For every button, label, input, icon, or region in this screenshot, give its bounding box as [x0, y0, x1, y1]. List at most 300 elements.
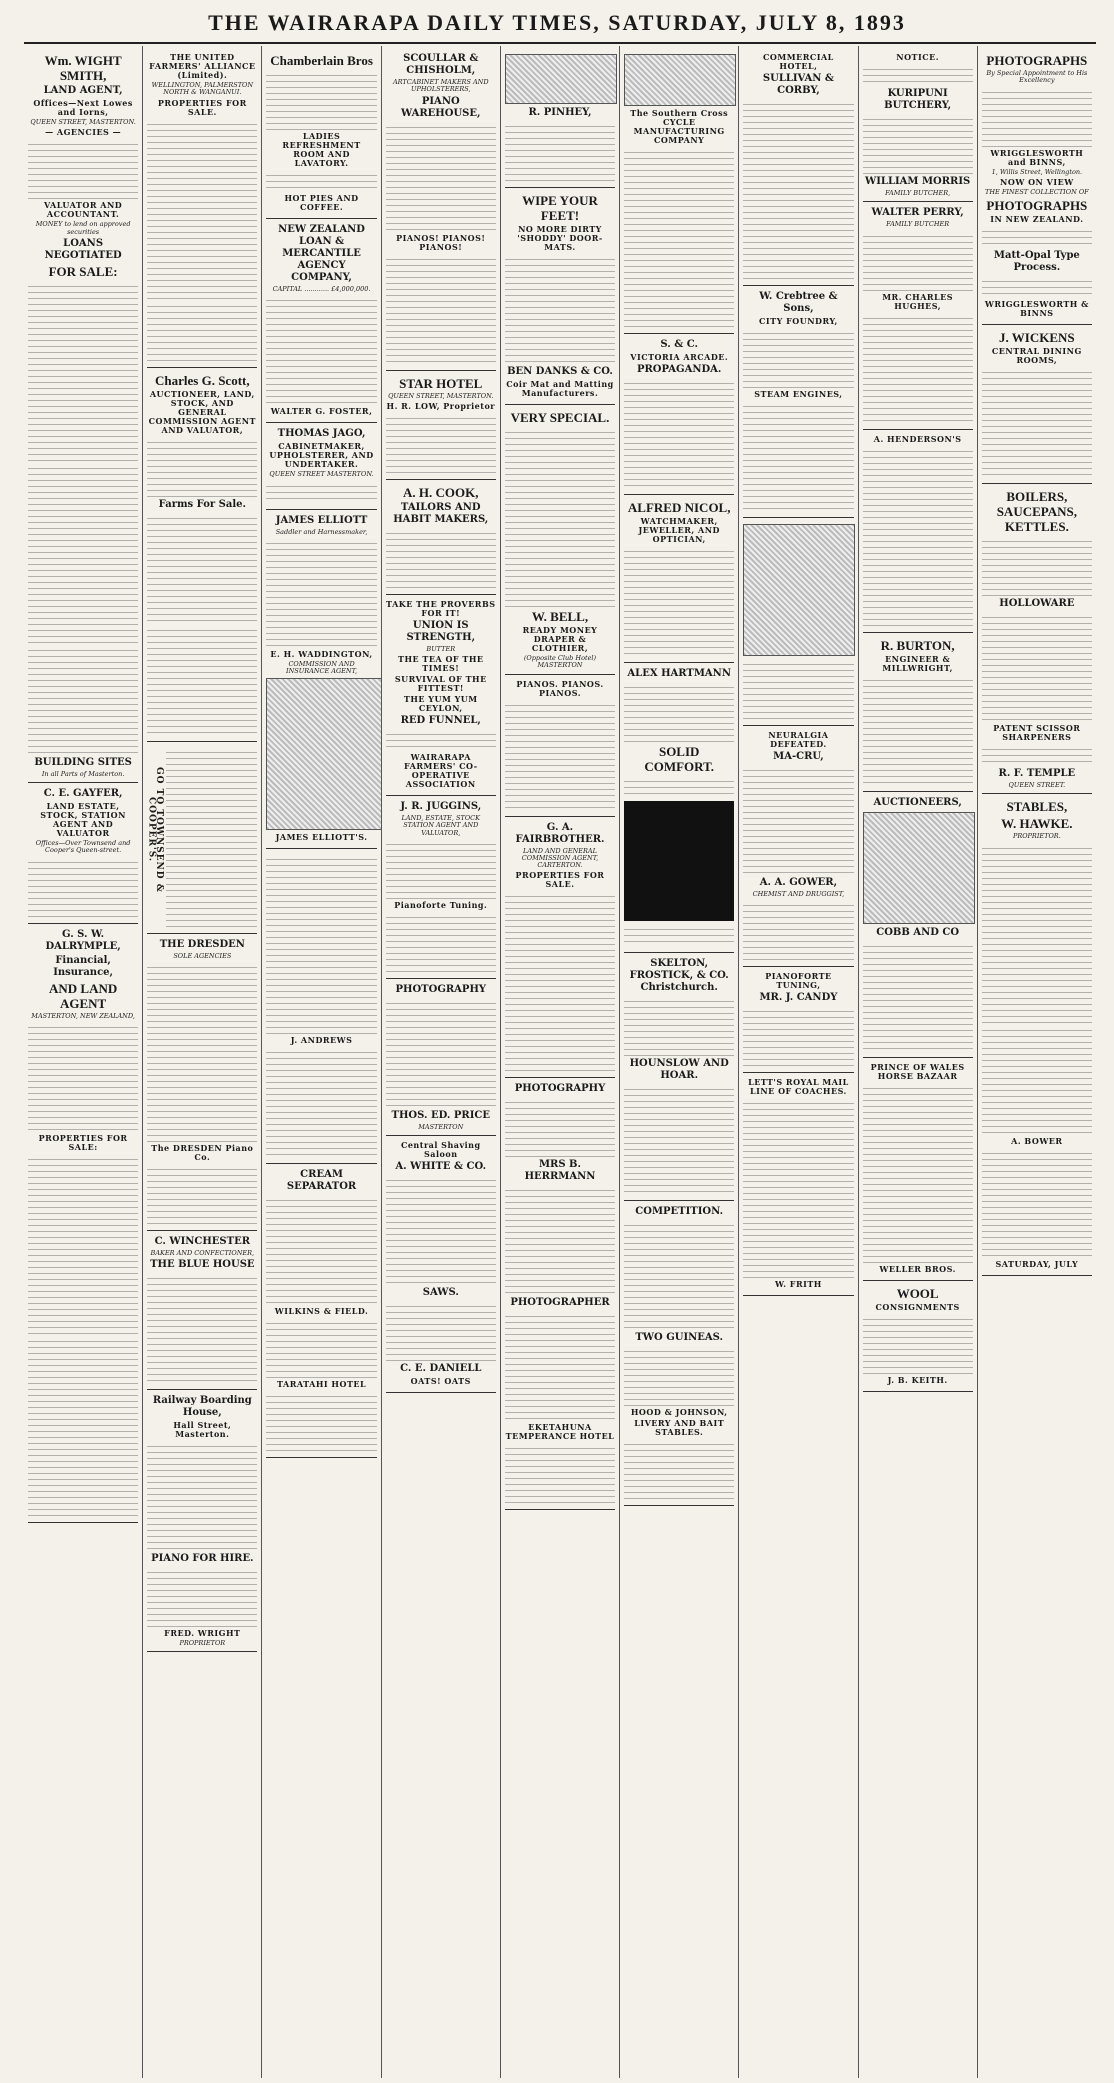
- text-block: [28, 645, 138, 755]
- ad-hawke: [982, 794, 1092, 1275]
- ad-temple-loc: QUEEN STREET.: [1008, 781, 1066, 790]
- ad-livery: LIVERY AND BAIT STABLES.: [634, 1418, 725, 1437]
- ad-foundry: CITY FOUNDRY,: [759, 316, 838, 326]
- ad-name: W. BELL,: [531, 609, 589, 624]
- text-block: [505, 121, 615, 181]
- text-block: [863, 114, 973, 174]
- ad-elliott: [266, 510, 376, 850]
- ad-title: COMMERCIAL HOTEL,: [763, 52, 834, 71]
- text-block: [386, 912, 496, 972]
- ad-proprietor: H. R. LOW, Proprietor: [386, 400, 496, 411]
- text-block: [505, 1311, 615, 1421]
- ink-blot: [624, 801, 734, 921]
- ad-steam: STEAM ENGINES,: [754, 389, 843, 399]
- ad-sub: VICTORIA ARCADE.: [630, 352, 729, 362]
- text-block: [505, 891, 615, 1071]
- ad-survival: SURVIVAL OF THE FITTEST!: [394, 674, 487, 694]
- text-block: [147, 1567, 257, 1627]
- ad-photographer: PHOTOGRAPHER: [510, 1297, 610, 1309]
- ad-name: SKELTON, FROSTICK, & CO. Christchurch.: [629, 958, 729, 993]
- ad-title: NEW ZEALAND LOAN & MERCANTILE AGENCY COMPANY,: [278, 224, 365, 283]
- ad-finest: THE FINEST COLLECTION OF: [985, 187, 1089, 196]
- ad-location: 1, Willis Street, Wellington.: [991, 167, 1083, 176]
- ad-name: R. PINHEY,: [528, 107, 592, 118]
- column-7: [739, 46, 858, 2078]
- ad-building-sub: In all Parts of Masterton.: [41, 769, 125, 778]
- ad-jago: [266, 423, 376, 509]
- ad-role: LAND AND GENERAL COMMISSION AGENT, CARTERTON.: [521, 846, 599, 870]
- ad-union: UNION IS STRENGTH,: [406, 619, 476, 643]
- ad-role: TAILORS AND HABIT MAKERS,: [393, 501, 489, 525]
- text-block: [863, 313, 973, 423]
- text-block: [266, 70, 376, 130]
- text-block: [505, 1185, 615, 1295]
- ad-name: A. H. COOK,: [403, 484, 479, 500]
- ad-dalrymple: [28, 924, 138, 1523]
- ad-name: WILLIAM MORRIS: [865, 176, 971, 187]
- ad-auctioneers: [863, 792, 973, 1058]
- ad-title: AUCTIONEERS,: [873, 796, 962, 808]
- ad-role: CABINETMAKER, UPHOLSTERER, AND UNDERTAKER.: [269, 441, 374, 470]
- bicycle-illustration: [624, 54, 736, 106]
- text-block: [266, 1047, 376, 1157]
- text-block: [147, 301, 257, 361]
- ad-wickens: [982, 325, 1092, 484]
- ad-perry: [863, 202, 973, 429]
- ad-name: C. E. GAYFER,: [43, 788, 123, 800]
- ad-oats: OATS! OATS: [410, 1376, 471, 1387]
- ad-railway-boarding: [147, 1390, 257, 1652]
- text-block: [863, 64, 973, 86]
- ad-role: PROPRIETOR.: [1012, 832, 1061, 841]
- ad-dresden: [147, 934, 257, 1231]
- ad-nicol: [624, 495, 734, 663]
- ad-name: Charles G. Scott,: [155, 372, 250, 388]
- ad-bower: A. BOWER: [1011, 1135, 1063, 1146]
- ad-henderson: [863, 430, 973, 633]
- column-4: [382, 46, 501, 2078]
- text-block: [624, 1439, 734, 1499]
- text-block: [386, 254, 496, 364]
- ad-illustration: [863, 812, 975, 924]
- ad-wright: FRED. WRIGHT: [164, 1628, 241, 1639]
- ad-name: ALEX HARTMANN: [627, 668, 731, 679]
- text-block: [624, 1084, 734, 1194]
- ad-commercial-hotel: [743, 48, 853, 286]
- ad-name: S. & C.: [660, 339, 698, 350]
- ad-title: Central Shaving Saloon: [400, 1140, 481, 1160]
- ad-title: LETT'S ROYAL MAIL LINE OF COACHES.: [748, 1077, 849, 1097]
- ad-location: Hall Street, Masterton.: [173, 1420, 232, 1440]
- text-block: [624, 1220, 734, 1330]
- text-block: [386, 413, 496, 473]
- ad-loans: LOANS NEGOTIATED: [44, 237, 122, 261]
- ad-elliotts: JAMES ELLIOTT'S.: [275, 832, 368, 843]
- ad-burton: [863, 633, 973, 792]
- text-block: [982, 744, 1092, 766]
- text-block: [147, 1273, 257, 1383]
- ad-illustration: [505, 54, 617, 104]
- ad-united-farmers: [147, 48, 257, 368]
- ad-hood: HOOD & JOHNSON,: [630, 1407, 728, 1417]
- ad-wight-smith: [28, 48, 138, 783]
- ad-role: LAND, ESTATE, STOCK STATION AGENT AND VALUATOR,: [401, 814, 481, 837]
- ad-name: R. BURTON,: [880, 637, 955, 653]
- ad-hartmann: [624, 663, 734, 953]
- text-block: [982, 226, 1092, 248]
- ad-offices: Offices—Next Lowes and Iorns,: [33, 98, 133, 117]
- ad-coop: WAIRARAPA FARMERS' CO-OPERATIVE ASSOCIATION: [403, 752, 478, 790]
- ad-nowview: NOW ON VIEW: [1000, 176, 1074, 187]
- text-block: [624, 546, 734, 656]
- ad-name: A. WHITE & CO.: [395, 1161, 487, 1173]
- ad-tea: [386, 595, 496, 796]
- text-block: [624, 924, 734, 946]
- ad-role: CHEMIST AND DRUGGIST,: [752, 890, 845, 898]
- ad-photos: PHOTOGRAPHS: [986, 198, 1088, 214]
- text-block: [386, 839, 496, 899]
- text-block: [147, 625, 257, 735]
- ad-name: A. A. GOWER,: [759, 877, 838, 888]
- ad-scoullar: [386, 48, 496, 371]
- newspaper-title: THE WAIRARAPA DAILY TIMES, SATURDAY, JULY 8, 1893: [208, 10, 906, 35]
- text-block: [982, 367, 1092, 477]
- ad-name: JAMES ELLIOTT: [275, 514, 368, 526]
- text-block: [266, 538, 376, 648]
- ad-title: A. HENDERSON'S: [873, 433, 962, 444]
- ad-herrmann: [505, 1078, 615, 1510]
- text-block: [863, 1083, 973, 1263]
- ad-farms: Farms For Sale.: [158, 498, 246, 510]
- ad-price: [386, 979, 496, 1136]
- ad-role: Saddler and Harnessmaker,: [275, 527, 368, 536]
- text-block: [505, 254, 615, 364]
- ad-guineas: TWO GUINEAS.: [635, 1332, 724, 1343]
- text-block: [147, 962, 257, 1142]
- ad-daniell: C. E. DANIELL: [400, 1363, 482, 1375]
- ad-title: The Southern Cross CYCLE MANUFACTURING COMPANY: [630, 108, 729, 145]
- text-block: [982, 87, 1092, 147]
- ad-title: KURIPUNI BUTCHERY,: [884, 88, 952, 111]
- ad-forsale: FOR SALE:: [48, 263, 118, 279]
- ad-wright-role: PROPRIETOR: [179, 1639, 226, 1648]
- ad-name: W. Crebtree & Sons,: [759, 291, 838, 314]
- ad-neuralgia: [743, 726, 853, 967]
- ad-byappt: By Special Appointment to His Excellency: [986, 69, 1088, 85]
- ad-role: ARTCABINET MAKERS AND UPHOLSTERERS,: [392, 78, 489, 94]
- column-2: [143, 46, 262, 2078]
- text-block: [743, 1006, 853, 1066]
- ad-title: PHOTOGRAPHS: [986, 53, 1088, 68]
- text-block: [266, 295, 376, 405]
- ad-scissor: PATENT SCISSOR SHARPENERS: [993, 723, 1081, 743]
- ad-consign: CONSIGNMENTS: [875, 1301, 960, 1312]
- ad-nz-loan: [266, 219, 376, 423]
- ad-nz: IN NEW ZEALAND.: [990, 214, 1084, 225]
- ad-butter: BUTTER: [426, 644, 456, 653]
- ad-juggins: [386, 796, 496, 979]
- ad-name: J. R. JUGGINS,: [400, 801, 482, 813]
- ad-pianos: [505, 675, 615, 817]
- text-block: [28, 1154, 138, 1334]
- ad-name: WRIGGLESWORTH and BINNS,: [990, 147, 1084, 167]
- text-block: [982, 276, 1092, 298]
- ad-redfunnel: RED FUNNEL,: [400, 715, 481, 727]
- text-block: [982, 843, 1092, 1023]
- ad-name: C. WINCHESTER: [154, 1235, 251, 1247]
- text-block: [863, 1314, 973, 1374]
- ad-role: Financial, Insurance,: [53, 954, 114, 978]
- ad-bluehouse: THE BLUE HOUSE: [150, 1259, 255, 1271]
- ad-medicine: [743, 518, 853, 726]
- ad-wilkins: WILKINS & FIELD.: [274, 1306, 369, 1317]
- ad-name: MRS B. HERRMANN: [524, 1159, 596, 1183]
- ad-name-2: WRIGGLESWORTH & BINNS: [984, 299, 1089, 319]
- ad-valuator: VALUATOR AND ACCOUNTANT.: [43, 200, 123, 220]
- text-block: [386, 1175, 496, 1285]
- ad-street: QUEEN STREET, MASTERTON.: [30, 118, 136, 126]
- ad-name: J. ANDREWS: [290, 1035, 353, 1046]
- text-block: [863, 941, 973, 1051]
- vertical-ad-text: GO TO TOWNSEND & COOPER'S.: [146, 766, 164, 893]
- ad-location: MASTERTON: [418, 1123, 464, 1132]
- ad-chamberlain: [266, 48, 376, 219]
- ad-piano-hire: PIANO FOR HIRE.: [151, 1553, 254, 1565]
- column-8: [859, 46, 978, 2078]
- ad-title: PROPAGANDA.: [636, 364, 722, 375]
- ad-weller: WELLER BROS.: [879, 1263, 956, 1274]
- text-block: [743, 99, 853, 279]
- ad-kuripuni: [863, 48, 973, 202]
- ad-title: PIANOFORTE TUNING,: [765, 971, 832, 991]
- ad-solid: SOLID COMFORT.: [644, 744, 715, 774]
- text-block: [743, 328, 853, 388]
- text-block: [147, 119, 257, 299]
- text-block: [624, 378, 734, 488]
- ad-wipe-feet: [505, 188, 615, 405]
- ad-title: BOILERS, SAUCEPANS, KETTLES.: [996, 489, 1078, 535]
- ad-name: ALFRED NICOL,: [627, 500, 731, 515]
- ad-title: COMPETITION.: [635, 1206, 724, 1217]
- text-block: [863, 675, 973, 785]
- ad-name: Wm. WIGHT SMITH,: [44, 53, 122, 83]
- text-block: [505, 1443, 615, 1503]
- ad-name: MR. J. CANDY: [759, 992, 838, 1004]
- ad-sub: PROPERTIES FOR SALE.: [157, 97, 247, 117]
- ad-role: FAMILY BUTCHER,: [885, 189, 951, 197]
- column-1: [24, 46, 143, 2078]
- ad-money: MONEY to lend on approved securities: [35, 220, 131, 236]
- ad-fairbrother: [505, 817, 615, 1079]
- ad-location: WELLINGTON, PALMERSTON NORTH & WANGANUI.: [151, 81, 254, 97]
- text-block: [743, 1098, 853, 1278]
- text-block: [624, 996, 734, 1056]
- text-block: [28, 1022, 138, 1132]
- ad-saws: SAWS.: [422, 1287, 459, 1299]
- ad-properties: PROPERTIES FOR SALE:: [38, 1133, 128, 1153]
- ad-wrigglesworth: [982, 48, 1092, 325]
- ad-title: WOOL: [896, 1285, 939, 1301]
- ad-name: STAR HOTEL: [399, 375, 483, 391]
- ad-hounslow: HOUNSLOW AND HOAR.: [629, 1058, 729, 1081]
- ad-danks: BEN DANKS & CO.: [507, 366, 613, 377]
- ad-mattopal: Matt-Opal Type Process.: [993, 250, 1080, 274]
- text-block: [505, 1097, 615, 1157]
- ad-building: BUILDING SITES: [34, 756, 132, 768]
- text-block: [743, 659, 853, 719]
- ad-prince-of-wales: [863, 1058, 973, 1281]
- text-block: [266, 1195, 376, 1305]
- ad-name: WALTER PERRY,: [871, 207, 964, 219]
- ad-andrews: [266, 849, 376, 1164]
- ad-title: WIPE YOUR FEET!: [522, 193, 598, 223]
- ad-location: QUEEN STREET, MASTERTON.: [388, 391, 494, 400]
- ad-cook: [386, 480, 496, 595]
- ad-scott: [147, 368, 257, 742]
- ad-sub: NO MORE DIRTY 'SHODDY' DOOR-MATS.: [517, 224, 603, 252]
- text-block: [147, 1164, 257, 1224]
- ad-title: PRINCE OF WALES HORSE BAZAAR: [870, 1061, 965, 1081]
- ad-illustration: [266, 678, 381, 830]
- text-block: [266, 1318, 376, 1378]
- ad-offices: Offices—Over Townsend and Cooper's Queen-street.: [35, 839, 131, 855]
- ad-special: VERY SPECIAL.: [510, 410, 610, 425]
- ad-hughes: MR. CHARLES HUGHES,: [882, 291, 954, 311]
- newspaper-columns: [24, 46, 1096, 2078]
- ad-competition: [624, 1201, 734, 1506]
- text-block: [624, 147, 734, 327]
- ad-role-2: AND LAND AGENT: [48, 980, 118, 1011]
- ad-holloware: HOLLOWARE: [999, 598, 1075, 610]
- ad-sub: SOLE AGENCIES: [173, 951, 232, 960]
- ad-cobb: COBB AND CO: [876, 926, 960, 938]
- text-block: [386, 1301, 496, 1361]
- ad-capital: CAPITAL ............ £4,000,000.: [272, 285, 371, 293]
- ad-pianos: PIANOS! PIANOS! PIANOS!: [396, 232, 486, 252]
- text-block: [28, 1336, 138, 1516]
- ad-role: LAND ESTATE, STOCK, STATION AGENT AND VALUATOR: [40, 801, 126, 839]
- ad-tea-times: THE TEA OF THE TIMES!: [398, 654, 484, 674]
- ad-boilers: [982, 484, 1092, 794]
- text-block: [28, 463, 138, 643]
- ad-pianoforte: Pianoforte Tuning.: [394, 900, 488, 911]
- ad-townsend-cooper: [147, 742, 257, 934]
- ad-central: CENTRAL DINING ROOMS,: [991, 346, 1082, 366]
- text-block: [266, 1391, 376, 1451]
- text-block: [863, 231, 973, 291]
- ad-frith: W. FRITH: [774, 1279, 822, 1290]
- masthead: [0, 0, 1114, 44]
- ad-name: Railway Boarding House,: [152, 1395, 252, 1419]
- text-block: [166, 747, 258, 927]
- ad-name: THOS. ED. PRICE: [391, 1110, 490, 1122]
- ad-location: QUEEN STREET MASTERTON.: [269, 470, 374, 479]
- ad-wool: [863, 1281, 973, 1392]
- column-9: [978, 46, 1096, 2078]
- ad-notice: NOTICE.: [896, 52, 939, 62]
- ad-title: CREAM SEPARATOR: [286, 1169, 357, 1193]
- ad-pinhey: [505, 48, 615, 188]
- ad-name: J. WICKENS: [999, 330, 1075, 346]
- text-block: [147, 437, 257, 497]
- ad-role: READY MONEY DRAPER & CLOTHIER,: [522, 625, 598, 653]
- text-block: [982, 1148, 1092, 1258]
- ad-piano: The DRESDEN Piano Co.: [151, 1142, 254, 1162]
- ad-keith: J. B. KEITH.: [887, 1374, 948, 1385]
- text-block: [28, 857, 138, 917]
- ad-title: PIANOS. PIANOS. PIANOS.: [516, 678, 604, 698]
- text-block: [386, 998, 496, 1108]
- ad-location: (Opposite Club Hotel) MASTERTON: [523, 654, 597, 670]
- ad-location: MASTERTON, NEW ZEALAND,: [31, 1011, 135, 1020]
- ad-eketahuna: EKETAHUNA TEMPERANCE HOTEL: [505, 1422, 615, 1442]
- ad-bell: [505, 405, 615, 675]
- ad-photography: PHOTOGRAPHY: [395, 984, 487, 996]
- ad-macru: MA-CRU,: [773, 751, 824, 762]
- text-block: [147, 513, 257, 623]
- text-block: [624, 776, 734, 798]
- text-block: [863, 446, 973, 626]
- text-block: [505, 700, 615, 810]
- text-block: [743, 401, 853, 511]
- ad-title: NEURALGIA DEFEATED.: [768, 730, 829, 749]
- ad-name: Chamberlain Bros: [270, 53, 373, 68]
- ad-name: W. HAWKE.: [1001, 816, 1073, 832]
- ad-hotpies: HOT PIES AND COFFEE.: [284, 193, 359, 212]
- ad-signature: WALTER G. FOSTER,: [270, 406, 373, 417]
- ad-gayfer: [28, 783, 138, 924]
- medicine-illustration: [743, 524, 855, 656]
- ad-role: FAMILY BUTCHER: [886, 220, 950, 229]
- ad-crebtree: [743, 286, 853, 518]
- ad-agencies: — AGENCIES —: [45, 127, 122, 138]
- footer-date: SATURDAY, JULY: [995, 1258, 1079, 1269]
- text-block: [266, 481, 376, 503]
- masthead-rule: [24, 42, 1096, 44]
- text-block: [28, 139, 138, 199]
- ad-role: ENGINEER & MILLWRIGHT,: [882, 653, 953, 673]
- text-block: [386, 528, 496, 588]
- ad-role: WATCHMAKER, JEWELLER, AND OPTICIAN,: [638, 516, 720, 544]
- ad-photography: PHOTOGRAPHY: [514, 1083, 606, 1095]
- ad-skelton: [624, 953, 734, 1201]
- ad-southern-cross: [624, 48, 734, 334]
- ad-role: BAKER AND CONFECTIONER,: [150, 1248, 255, 1257]
- ad-name: G. A. FAIRBROTHER.: [515, 821, 605, 845]
- ad-name: SULLIVAN & CORBY,: [762, 73, 834, 96]
- ad-temple: R. F. TEMPLE: [998, 768, 1076, 780]
- ad-stables: STABLES,: [1006, 799, 1068, 815]
- text-block: [266, 854, 376, 1034]
- ad-shaving: [386, 1136, 496, 1393]
- ad-star-hotel: [386, 371, 496, 480]
- text-block: [624, 682, 734, 742]
- ad-royal-mail: [743, 1073, 853, 1296]
- ad-cream-separator: [266, 1164, 376, 1458]
- ad-role: LAND AGENT,: [43, 85, 123, 96]
- text-block: [982, 612, 1092, 722]
- ad-waddington: E. H. WADDINGTON,: [270, 648, 373, 659]
- text-block: [386, 729, 496, 751]
- ad-ladies: LADIES REFRESHMENT ROOM AND LAVATORY.: [282, 131, 361, 168]
- ad-ceylon: THE YUM YUM CEYLON,: [403, 694, 478, 714]
- column-6: [620, 46, 739, 2078]
- text-block: [743, 765, 853, 875]
- ad-role: AUCTIONEER, LAND, STOCK, AND GENERAL COMMISSION AGENT AND VALUATOR,: [148, 388, 257, 435]
- ad-title: THE DRESDEN: [159, 938, 245, 950]
- ad-piano-warehouse: PIANO WAREHOUSE,: [401, 95, 481, 119]
- ad-name: G. S. W. DALRYMPLE,: [45, 928, 121, 952]
